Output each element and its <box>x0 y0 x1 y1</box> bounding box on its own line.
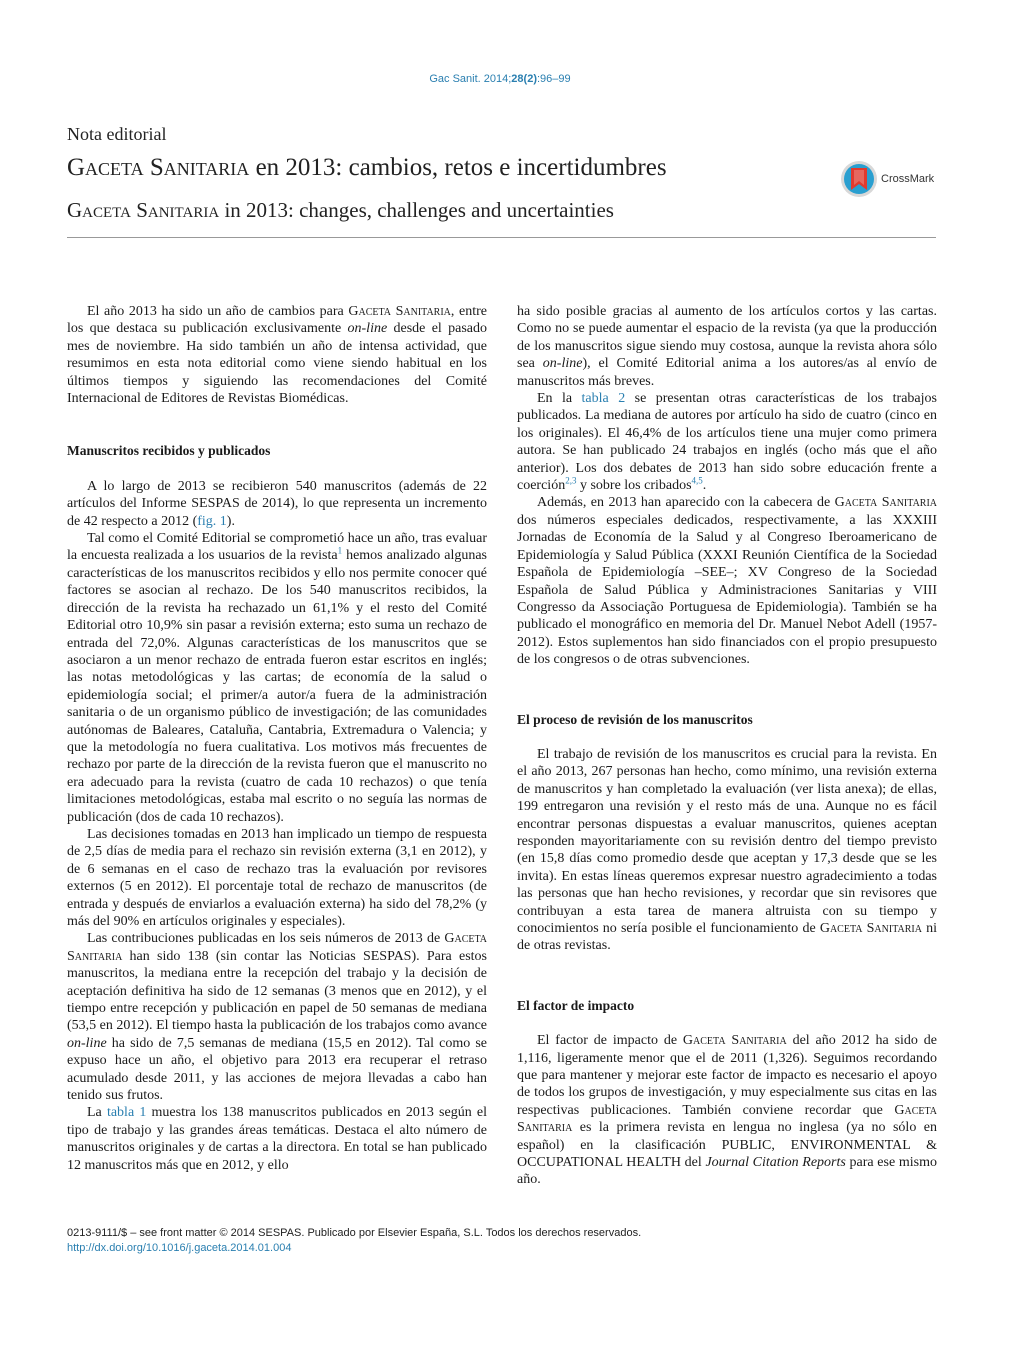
paragraph <box>517 1032 937 1189</box>
text: es la primera revista en lengua no inglesa (ya no sólo en español) en la clasificación PUBLIC, ENVIRONMENTAL & OCCUPATIONAL HEALTH del <box>517 1120 937 1171</box>
journal-name: Gaceta Sanitaria <box>682 1033 787 1049</box>
title-en-rest: in 2013: changes, challenges and uncertainties <box>219 198 614 222</box>
paragraph: Las decisiones tomadas en 2013 han implicado un tiempo de respuesta de 2,5 días de media para el rechazo sin revisión externa (3,1 en 2012), y de 6 semanas en el caso de rechazo tras la evaluación por revisores externos (5 en 2012). El porcentaje total de rechazo de manuscritos (de entrada y después de enviarlos a evaluación externa) ha sido del 78,2% (y más del 90% en artículos originales y especiales). <box>67 826 487 929</box>
paragraph <box>517 390 937 494</box>
title-en-journal: Gaceta Sanitaria <box>67 198 220 222</box>
reference-link[interactable]: 1 <box>337 545 343 556</box>
header-divider <box>67 237 936 238</box>
text: El trabajo de revisión de los manuscritos es crucial para la revista. En el año 2013, 267 personas han hecho, como mínimo, una revisión externa de manuscritos y han completado la evaluación (ver lista anexa); de ellas, 199 entregaron una revisión y el resto más de una. Aunque no es fácil encontrar personas dispuestas a evaluar manuscritos, quienes aceptan responden mayoritariamente con su revisión dentro del tiempo previsto (en 15,8 días como promedio desde que aceptan y 17,3 desde que se les invita). En estas líneas queremos expresar nuestro agradecimiento a todas las personas que han hecho revisiones, y recordar que sin revisores que contribuyan a esta tarea de manera altruista con su tiempo y conocimientos no sería posible el funcionamiento de <box>517 746 937 936</box>
emphasis: on-line <box>347 321 388 337</box>
text: ), el Comité Editorial anima a los autores/as al envío de manuscritos más breves. <box>517 356 937 389</box>
left-column <box>67 303 487 1174</box>
copyright-line: 0213-9111/$ – see front matter © 2014 SESPAS. Publicado por Elsevier España, S.L. Todos los derechos reservados. <box>67 1227 642 1239</box>
footer <box>67 1226 641 1256</box>
title-es-rest: en 2013: cambios, retos e incertidumbres <box>249 154 667 181</box>
journal-citation[interactable] <box>0 73 1000 85</box>
text: ha sido posible gracias al aumento de los artículos cortos y las cartas. Como no se puede aumentar el espacio de la revista (ya que la producción de los manuscritos sigue siendo muy costosa, aunque la revista ahora sólo sea <box>517 304 937 372</box>
section-type: Nota editorial <box>67 124 167 144</box>
text: A lo largo de 2013 se recibieron 540 manuscritos (además de 22 artículos del Informe SESPAS de 2014), lo que representa un incremento de 42 respecto a 2012 ( <box>67 478 487 529</box>
title-english <box>67 198 614 223</box>
text: desde el pasado mes de noviembre. Ha sido también un año de intensa actividad, que resumimos en esta nota editorial como viene siendo habitual en los últimos tiempos y siguiendo las recomendaciones del Comité Internacional de Editores de Revistas Biomédicas. <box>67 321 487 407</box>
emphasis: Journal Citation Reports <box>705 1155 846 1171</box>
citation-issue: (2) <box>523 73 537 85</box>
text: hemos analizado algunas características de los manuscritos recibidos y ello nos permite conocer qué factores se asocian al rechazo. De los 540 manuscritos recibidos, la dirección de la revista ha rechazado un 61,1% y el resto del Comité Editorial otro 10,9% sin pasar a revisión externa; esto suma un rechazo de entrada del 72,0%. Algunas características de los manuscritos que se asociaron a un menor rechazo de entrada fueron estar escritos en inglés; las notas metodológicas y las cartas; de economía de la salud o epidemiología social; el primer/a autor/a fuera de la administración sanitaria o de un organismo público de investigación; de las comunidades autónomas de Baleares, Cataluña, Cantabria, Extremadura o Valencia; y que la metodología no fuera cualitativa. Los motivos más frecuentes de rechazo por parte de la dirección de la revista fueron que el manuscrito no era adecuado para la revista (cuatro de cada 10 rechazos) o que tenía limitaciones metodológicas, estaba mal escrito o no seguía las normas de publicación (dos de cada 10 rechazos). <box>67 548 488 825</box>
text: El factor de impacto de <box>537 1033 683 1049</box>
journal-name: Gaceta Sanitaria <box>517 1102 937 1136</box>
text: han sido 138 (sin contar las Noticias SESPAS). Para estos manuscritos, la mediana entre la recepción del trabajo y la decisión de aceptación definitiva ha sido de 12 semanas (3 menos que en 2012), y el tiempo entre recepción y publicación en papel de 50 semanas de mediana (53,5 en 2012). El tiempo hasta la publicación de los trabajos como avance <box>67 948 487 1034</box>
text: Tal como el Comité Editorial se comprometió hace un año, tras evaluar la encuesta realizada a los usuarios de la revista <box>67 531 487 564</box>
citation-pages: :96–99 <box>537 73 571 85</box>
text: y sobre los cribados <box>576 478 692 494</box>
paragraph <box>67 1104 487 1174</box>
journal-name: Gaceta Sanitaria <box>834 495 938 511</box>
text: ). <box>226 513 235 529</box>
paragraph <box>67 530 487 826</box>
journal-name: Gaceta Sanitaria <box>348 304 451 319</box>
text: En la <box>537 391 582 407</box>
doi-link[interactable]: http://dx.doi.org/10.1016/j.gaceta.2014.01.004 <box>67 1242 292 1254</box>
figure-link[interactable]: fig. 1 <box>197 513 227 529</box>
paragraph <box>517 303 937 390</box>
text: Las contribuciones publicadas en los seis números de 2013 de <box>87 931 445 947</box>
paragraph <box>517 746 937 955</box>
emphasis: on-line <box>542 356 583 372</box>
citation-prefix: Gac Sanit. 2014; <box>429 73 512 85</box>
paragraph <box>67 930 487 1104</box>
emphasis: on-line <box>67 1035 107 1051</box>
heading-factor-impacto: El factor de impacto <box>517 997 635 1013</box>
text: La <box>87 1105 107 1121</box>
journal-name: Gaceta Sanitaria <box>67 931 487 964</box>
text: se presentan otras características de los trabajos publicados. La mediana de autores por artículo ha sido de cuatro (cinco en los originales). El 46,4% de los artículos tiene una mujer como primera autora. Se han publicado 24 trabajos en inglés (ocho más que el año anterior). Los dos debates de 2013 han sido sobre educación frente a coerción <box>517 391 937 494</box>
text: . <box>702 478 707 494</box>
text: El año 2013 ha sido un año de cambios para <box>87 304 349 319</box>
table-link[interactable]: tabla 1 <box>106 1105 147 1121</box>
table-link[interactable]: tabla 2 <box>581 391 626 407</box>
crossmark-badge[interactable] <box>840 160 934 198</box>
heading-manuscritos: Manuscritos recibidos y publicados <box>67 443 271 459</box>
text: Además, en 2013 han aparecido con la cabecera de <box>537 495 835 511</box>
text: , entre los que destaca su publicación exclusivamente <box>67 304 487 337</box>
crossmark-label: CrossMark <box>881 173 935 185</box>
title-spanish <box>67 154 667 182</box>
text: ni de otras revistas. <box>517 921 938 954</box>
text: dos números especiales dedicados, respectivamente, a las XXXIII Jornadas de Economía de la Salud y al Congreso Iberoamericano de Epidemiología y Salud Pública (XXXI Reunión Científica de la Sociedad Española de Epidemiología –SEE–; XV Congreso de la Sociedad Española de Salud Pública y Administraciones Sanitarias y VIII Congresso da Associação Portuguesa de Epidemiologia). También se ha publicado el monográfico en memoria del Dr. Manuel Nebot Adell (1957-2012). Estos suplementos han sido financiados con el propio presupuesto de los congresos o de otras subvenciones. <box>517 512 937 668</box>
reference-link[interactable]: 4,5 <box>691 475 703 486</box>
paragraph <box>67 303 487 407</box>
heading-revision: El proceso de revisión de los manuscritos <box>517 711 753 727</box>
text: del año 2012 ha sido de 1,116, ligeramente menor que el de 2011 (1,326). Seguimos recordando que para mantener y mejorar este factor de impacto es necesario el apoyo de todos los grupos de investigación, y muy especialmente sus citas en las respectivas publicaciones. También conviene recordar que <box>517 1033 937 1118</box>
journal-name: Gaceta Sanitaria <box>819 921 922 936</box>
text: para ese mismo año. <box>517 1155 937 1188</box>
right-column <box>517 303 937 1189</box>
title-es-journal: Gaceta Sanitaria <box>67 154 250 181</box>
text: ha sido de 7,5 semanas de mediana (15,5 en 2012). Tal como se expuso hace un año, el objetivo para 2013 era recuperar el retraso acumulado desde 2011, y las acciones de mejora llevadas a cabo han tenido sus frutos. <box>67 1035 487 1104</box>
crossmark-icon <box>840 160 878 198</box>
citation-volume: 28 <box>511 73 524 85</box>
text: muestra los 138 manuscritos publicados en 2013 según el tipo de trabajo y las grandes áreas temáticas. Destaca el alto número de manuscritos originales y de cartas a la directora. En total se han publicado 12 manuscritos más que en 2012, y ello <box>67 1105 487 1173</box>
paragraph <box>517 494 937 668</box>
reference-link[interactable]: 2,3 <box>565 475 577 486</box>
paragraph <box>67 478 487 530</box>
